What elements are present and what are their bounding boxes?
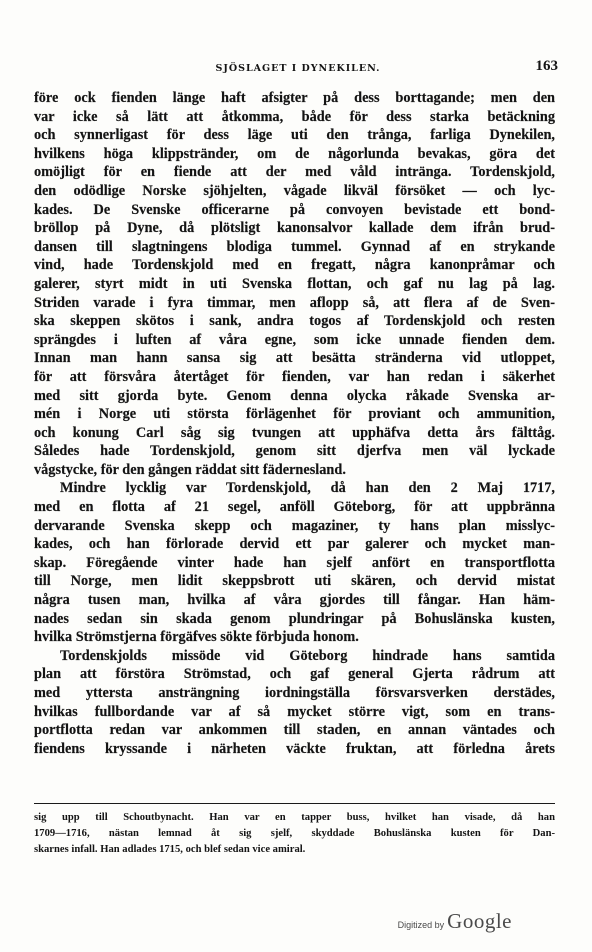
paragraph-start-line: Mindre lycklig var Tordenskjold, då han den 2 Maj 1717, (60, 480, 555, 497)
page-header (38, 58, 558, 78)
text-line: skap. Föregående vinter hade han sjelf anfört en transportflotta (34, 554, 555, 571)
text-line: hvilkens höga klippstränder, om de någorlunda bevakas, göra det (34, 145, 555, 162)
text-line: med sitt gjorda byte. Genom denna olycka råkade Svenska ar- (34, 387, 555, 404)
page-number: 163 (535, 58, 558, 74)
watermark-prefix: Digitized by (397, 920, 445, 930)
footnote-line: 1709—1716, nästan lemnad åt sig sjelf, skyddade Bohuslänska kusten för Dan- (34, 828, 555, 839)
footnotes (34, 810, 555, 858)
text-line: kades, och han förlorade dervid ett par galerer och mycket man- (34, 536, 555, 553)
paragraph-start-line: Tordenskjolds missöde vid Göteborg hindrade hans samtida (60, 647, 555, 664)
footnote-divider (34, 803, 555, 804)
digitized-watermark (398, 909, 512, 934)
text-line: den odödlige Norske sjöhjelten, vågade likväl försöket — och lyc- (34, 182, 555, 199)
body-text (34, 89, 555, 758)
google-logo: Google (447, 909, 512, 933)
text-line: och synnerligast för dess läge uti den trånga, farliga Dynekilen, (34, 127, 555, 144)
text-line: till Norge, men lidit skeppsbrott uti skären, och dervid mistat (34, 573, 555, 590)
text-line: dervarande Svenska skepp och magaziner, ty hans plan misslyc- (34, 517, 555, 534)
text-line: före ock fienden länge haft afsigter på dess borttagande; men den (34, 90, 555, 106)
text-line: omöjligt för en fiende att der med våld intränga. Tordenskjold, (34, 164, 555, 181)
text-line: galerer, styrt midt in uti Svenska flottan, och gaf nu lag på lag. (34, 275, 555, 292)
text-line: Innan man hann sansa sig att besätta stränderna vid utloppet, (34, 350, 555, 367)
text-line: portflotta redan var ankommen till staden, en annan väntades och (34, 722, 555, 739)
text-line: med yttersta ansträngning iordningställa försvarsverken derstädes, (34, 685, 555, 701)
footnote-line: sig upp till Schoutbynacht. Han var en tapper buss, hvilket han visade, då han (34, 812, 555, 823)
text-line: nades sedan sin skada genom plundringar på Bohuslänska kusten, (34, 610, 555, 627)
text-line: mén i Norge uti största förlägenhet för proviant och ammunition, (34, 406, 555, 423)
text-line: fiendens kryssande i närheten väckte fruktan, att förledna årets (34, 740, 555, 757)
text-line: var icke så lätt att åtkomma, både för dess starka betäckning (34, 108, 555, 125)
text-line: Således hade Tordenskjold, genom sitt djerfva men väl lyckade (34, 443, 555, 460)
text-line: ska skeppen skötos i sank, andra togos af Tordenskjold och resten (34, 313, 555, 330)
text-line: några tusen man, hvilka af våra gjordes till fångar. Han häm- (34, 592, 555, 609)
running-head: SJÖSLAGET I DYNEKILEN. (215, 63, 381, 74)
paragraph-end-line: vågstycke, för den gången räddat sitt fädernesland. (34, 461, 346, 478)
text-line: med en flotta af 21 segel, anföll Göteborg, för att uppbränna (34, 499, 555, 516)
text-line: för att försvåra återtåget för fienden, var han redan i säkerhet (34, 368, 555, 385)
text-line: och konung Carl såg sig tvungen att upphäfva detta års fälttåg. (34, 424, 555, 441)
text-line: hvilkas fullbordande var af så mycket större vigt, som en trans- (34, 703, 555, 720)
text-line: vind, hade Tordenskjold med en fregatt, några kanonpråmar och (34, 257, 555, 274)
text-line: sprängdes i luften af våra egne, som icke unnade fienden dem. (34, 331, 555, 348)
text-line: dansen till slagtningens blodiga tummel. Gynnad af en strykande (34, 238, 555, 255)
text-line: bröllop på Dyne, då plötsligt kanonsalvor kallade dem ifrån brud- (34, 220, 555, 237)
text-line: kades. De Svenske officerarne på convoyen bevistade ett bond- (34, 201, 555, 218)
text-line: plan att förstöra Strömstad, och gaf general Gjerta rådrum att (34, 666, 555, 683)
text-line: Striden varade i fyra timmar, men aflopp så, att flera af de Sven- (34, 294, 555, 311)
paragraph-end-line: hvilka Strömstjerna förgäfves sökte förbjuda honom. (34, 629, 359, 646)
footnote-line: skarnes infall. Han adlades 1715, och blef sedan vice amiral. (34, 844, 306, 855)
